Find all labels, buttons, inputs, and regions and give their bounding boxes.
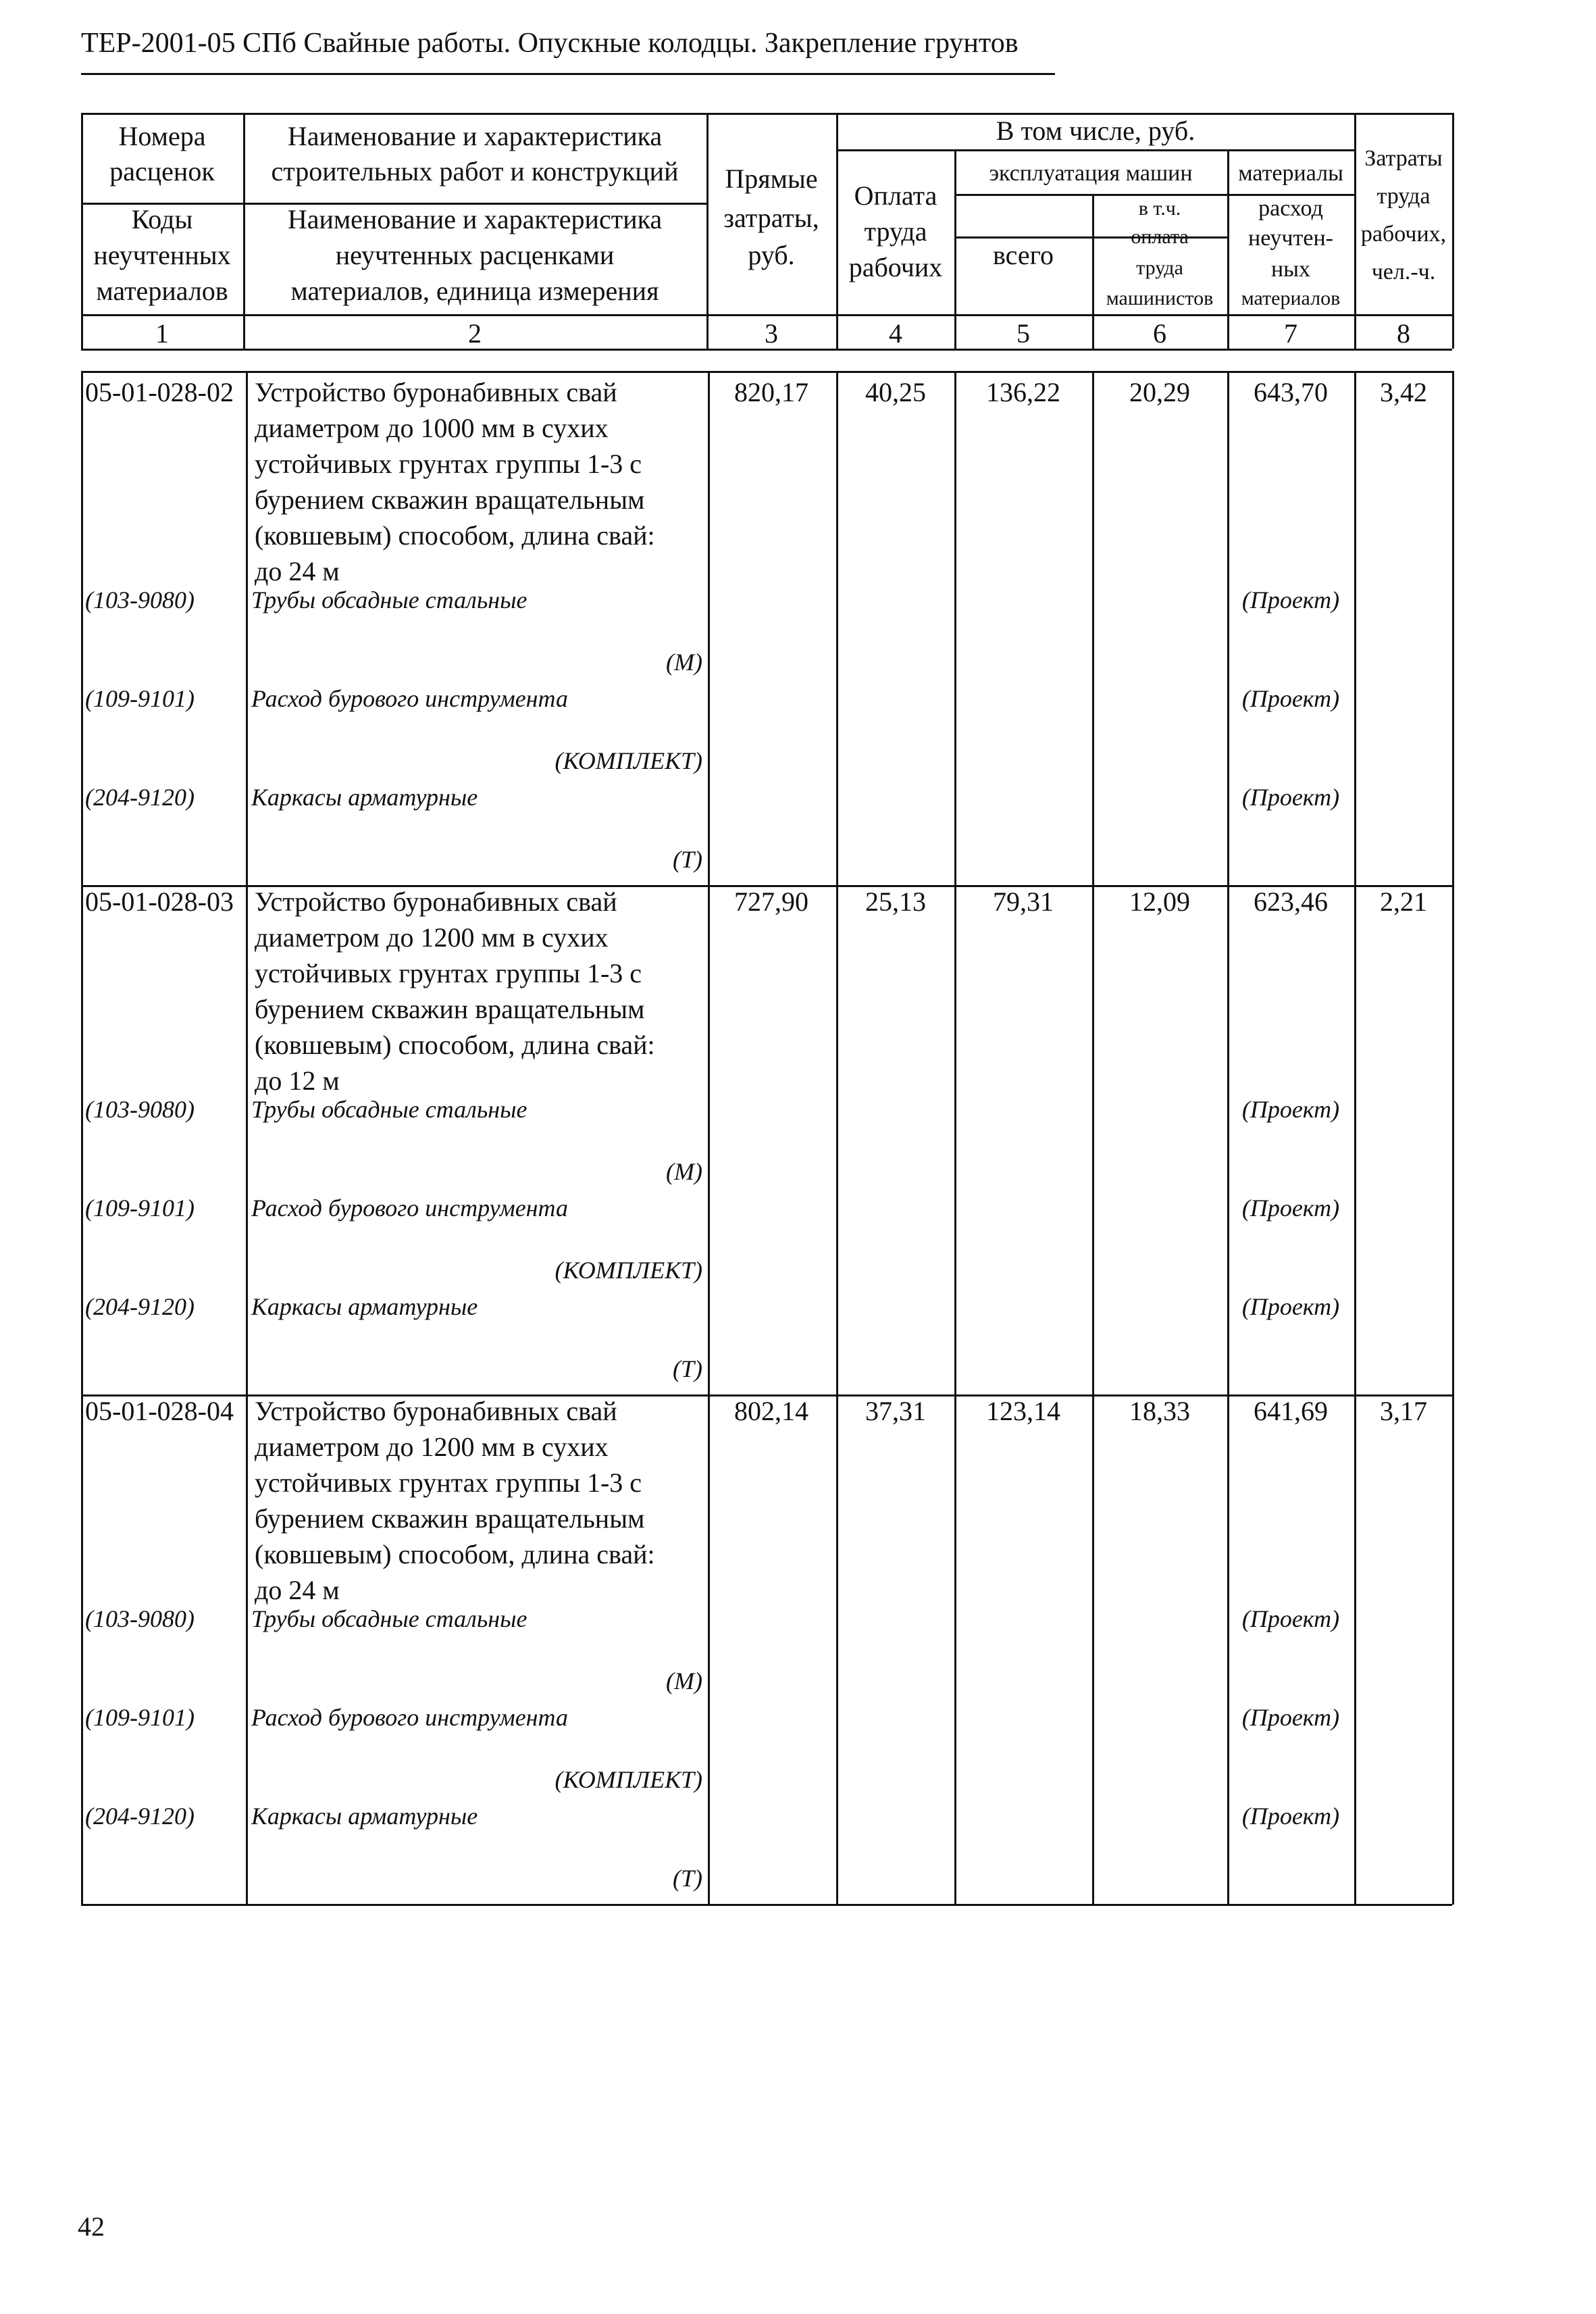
body-left-border (81, 371, 83, 1905)
material-code: (109-9101) (85, 1194, 195, 1222)
materials-cost: 643,70 (1254, 377, 1328, 407)
table-left-border (81, 113, 83, 349)
material-value: (Проект) (1241, 586, 1340, 613)
col8-header-line2: труда (1376, 184, 1431, 209)
material-unit: (М) (666, 1667, 702, 1694)
material-value: (Проект) (1241, 1096, 1340, 1123)
material-name: Каркасы арматурные (251, 1803, 478, 1830)
material-unit: (Т) (673, 1355, 702, 1382)
material-name: Трубы обсадные стальные (251, 1605, 527, 1632)
material-code: (109-9101) (85, 685, 195, 712)
description-line: Устройство буронабивных свай (255, 377, 617, 407)
description-line: Устройство буронабивных свай (255, 886, 617, 917)
col7-header-line1: расход (1258, 196, 1323, 221)
material-unit: (Т) (673, 846, 702, 873)
material-name: Расход бурового инструмента (251, 1194, 568, 1222)
col3-header-line1: Прямые (725, 164, 818, 194)
material-value: (Проект) (1241, 1803, 1340, 1830)
description-line: (ковшевым) способом, длина свай: (255, 1030, 655, 1060)
body-col-divider-3 (836, 371, 838, 1905)
material-unit: (КОМПЛЕКТ) (555, 747, 702, 774)
description-line: устойчивых грунтах группы 1-3 с (255, 1467, 642, 1498)
col4-header-line1: Оплата (854, 180, 937, 211)
col6-header-line2: оплата (1131, 226, 1189, 248)
material-code: (103-9080) (85, 1605, 195, 1632)
group-header: В том числе, руб. (996, 116, 1195, 146)
description-line: до 24 м (255, 1575, 340, 1605)
material-name: Расход бурового инструмента (251, 1704, 568, 1731)
col-divider-6 (1227, 149, 1229, 349)
rate-code: 05-01-028-04 (85, 1396, 234, 1426)
description-line: устойчивых грунтах группы 1-3 с (255, 449, 642, 479)
labor-hours: 3,42 (1380, 377, 1427, 407)
col3-header-line3: руб. (748, 240, 795, 270)
material-value: (Проект) (1241, 1605, 1340, 1632)
rate-code: 05-01-028-03 (85, 886, 234, 917)
description-line: до 24 м (255, 556, 340, 586)
material-name: Каркасы арматурные (251, 1293, 478, 1320)
labor-hours: 2,21 (1380, 886, 1427, 917)
material-unit: (КОМПЛЕКТ) (555, 1766, 702, 1793)
col1-subheader-line1: Коды (131, 204, 193, 234)
material-code: (204-9120) (85, 1803, 195, 1830)
column-number-6: 6 (1153, 318, 1166, 349)
direct-costs: 802,14 (734, 1396, 808, 1426)
body-col-divider-2 (708, 371, 710, 1905)
column-number-5: 5 (1016, 318, 1030, 349)
description-line: Устройство буронабивных свай (255, 1396, 617, 1426)
description-line: бурением скважин вращательным (255, 1503, 645, 1534)
col4-header-line3: рабочих (848, 252, 943, 282)
col-divider-7 (1354, 113, 1356, 349)
page-title: ТЕР-2001-05 СПб Свайные работы. Опускные колодцы. Закрепление грунтов (81, 28, 1019, 59)
material-code: (109-9101) (85, 1704, 195, 1731)
machine-costs-total: 79,31 (993, 886, 1054, 917)
material-code: (103-9080) (85, 1096, 195, 1123)
description-line: до 12 м (255, 1065, 340, 1096)
machinist-wages: 18,33 (1129, 1396, 1190, 1426)
material-unit: (М) (666, 1158, 702, 1185)
col6-header-line1: в т.ч. (1138, 197, 1181, 220)
body-col-divider-6 (1227, 371, 1229, 1905)
material-name: Расход бурового инструмента (251, 685, 568, 712)
column-number-2: 2 (468, 318, 482, 349)
body-col-divider-5 (1092, 371, 1094, 1905)
column-number-8: 8 (1397, 318, 1410, 349)
header-group-rule (836, 149, 1354, 151)
col8-header-line1: Затраты (1364, 146, 1443, 171)
body-right-border (1452, 371, 1454, 1905)
rate-code: 05-01-028-02 (85, 377, 234, 407)
direct-costs: 727,90 (734, 886, 808, 917)
material-value: (Проект) (1241, 685, 1340, 712)
labor-wages: 40,25 (865, 377, 926, 407)
labor-wages: 37,31 (865, 1396, 926, 1426)
description-line: диаметром до 1200 мм в сухих (255, 1432, 609, 1462)
material-value: (Проект) (1241, 1194, 1340, 1222)
table-right-border (1452, 113, 1454, 349)
materials-header: материалы (1238, 161, 1343, 186)
body-col-divider-4 (954, 371, 956, 1905)
column-number-3: 3 (765, 318, 778, 349)
work-description (255, 884, 655, 1099)
col2-header-line1: Наименование и характеристика (287, 121, 663, 151)
description-line: диаметром до 1200 мм в сухих (255, 922, 609, 953)
col1-subheader-line3: материалов (96, 276, 228, 306)
materials-cost: 641,69 (1254, 1396, 1328, 1426)
materials-cost: 623,46 (1254, 886, 1328, 917)
col-divider-1 (243, 113, 245, 349)
material-value: (Проект) (1241, 1293, 1340, 1320)
header-top-border (81, 113, 1452, 115)
col2-subheader-line1: Наименование и характеристика (287, 204, 663, 234)
col1-header-line1: Номера (118, 121, 206, 151)
col4-header-line2: труда (864, 216, 927, 247)
col5-header: всего (992, 240, 1054, 270)
direct-costs: 820,17 (734, 377, 808, 407)
material-value: (Проект) (1241, 1704, 1340, 1731)
col6-header-line3: труда (1136, 257, 1183, 279)
col-divider-4 (954, 149, 956, 349)
machines-header: эксплуатация машин (989, 161, 1193, 186)
description-line: бурением скважин вращательным (255, 484, 645, 515)
col8-header-line3: рабочих, (1360, 222, 1447, 247)
col2-subheader-line2: неучтенных расценками (335, 240, 615, 270)
description-line: бурением скважин вращательным (255, 994, 645, 1024)
col1-subheader-line2: неучтенных (93, 240, 231, 270)
body-col-divider-1 (246, 371, 248, 1905)
col-divider-2 (706, 113, 709, 349)
col2-header-line2: строительных работ и конструкций (271, 156, 679, 186)
description-line: диаметром до 1000 мм в сухих (255, 413, 609, 443)
column-number-4: 4 (889, 318, 902, 349)
col7-header-line3: ных (1270, 257, 1311, 282)
col-divider-5 (1092, 194, 1094, 349)
col8-header-line4: чел.-ч. (1371, 259, 1436, 284)
number-row-rule (81, 349, 1452, 351)
material-unit: (М) (666, 649, 702, 676)
body-col-divider-7 (1354, 371, 1356, 1905)
material-value: (Проект) (1241, 784, 1340, 811)
material-name: Трубы обсадные стальные (251, 586, 527, 613)
labor-hours: 3,17 (1380, 1396, 1427, 1426)
machine-costs-total: 136,22 (986, 377, 1060, 407)
body-bottom-border (81, 1904, 1452, 1906)
labor-wages: 25,13 (865, 886, 926, 917)
work-description (255, 1393, 655, 1608)
header-bottom-rule (81, 314, 1452, 316)
material-unit: (Т) (673, 1865, 702, 1892)
col3-header-line2: затраты, (723, 203, 819, 233)
material-code: (204-9120) (85, 784, 195, 811)
column-number-7: 7 (1284, 318, 1297, 349)
machinist-wages: 12,09 (1129, 886, 1190, 917)
description-line: (ковшевым) способом, длина свай: (255, 1539, 655, 1569)
col7-header-line4: материалов (1241, 287, 1341, 309)
col-divider-3 (836, 113, 838, 349)
machine-costs-total: 123,14 (986, 1396, 1060, 1426)
col7-header-line2: неучтен- (1247, 226, 1334, 251)
description-line: устойчивых грунтах группы 1-3 с (255, 958, 642, 988)
machinist-wages: 20,29 (1129, 377, 1190, 407)
rates-table (81, 0, 1452, 1912)
material-code: (103-9080) (85, 586, 195, 613)
column-number-1: 1 (155, 318, 169, 349)
material-code: (204-9120) (85, 1293, 195, 1320)
material-name: Трубы обсадные стальные (251, 1096, 527, 1123)
body-top-border (81, 371, 1452, 373)
col2-subheader-line3: материалов, единица измерения (290, 276, 659, 306)
col1-header-line2: расценок (109, 156, 215, 186)
col6-header-line4: машинистов (1106, 287, 1214, 309)
material-name: Каркасы арматурные (251, 784, 478, 811)
page-number: 42 (78, 2211, 105, 2242)
material-unit: (КОМПЛЕКТ) (555, 1257, 702, 1284)
work-description (255, 374, 655, 589)
description-line: (ковшевым) способом, длина свай: (255, 520, 655, 551)
